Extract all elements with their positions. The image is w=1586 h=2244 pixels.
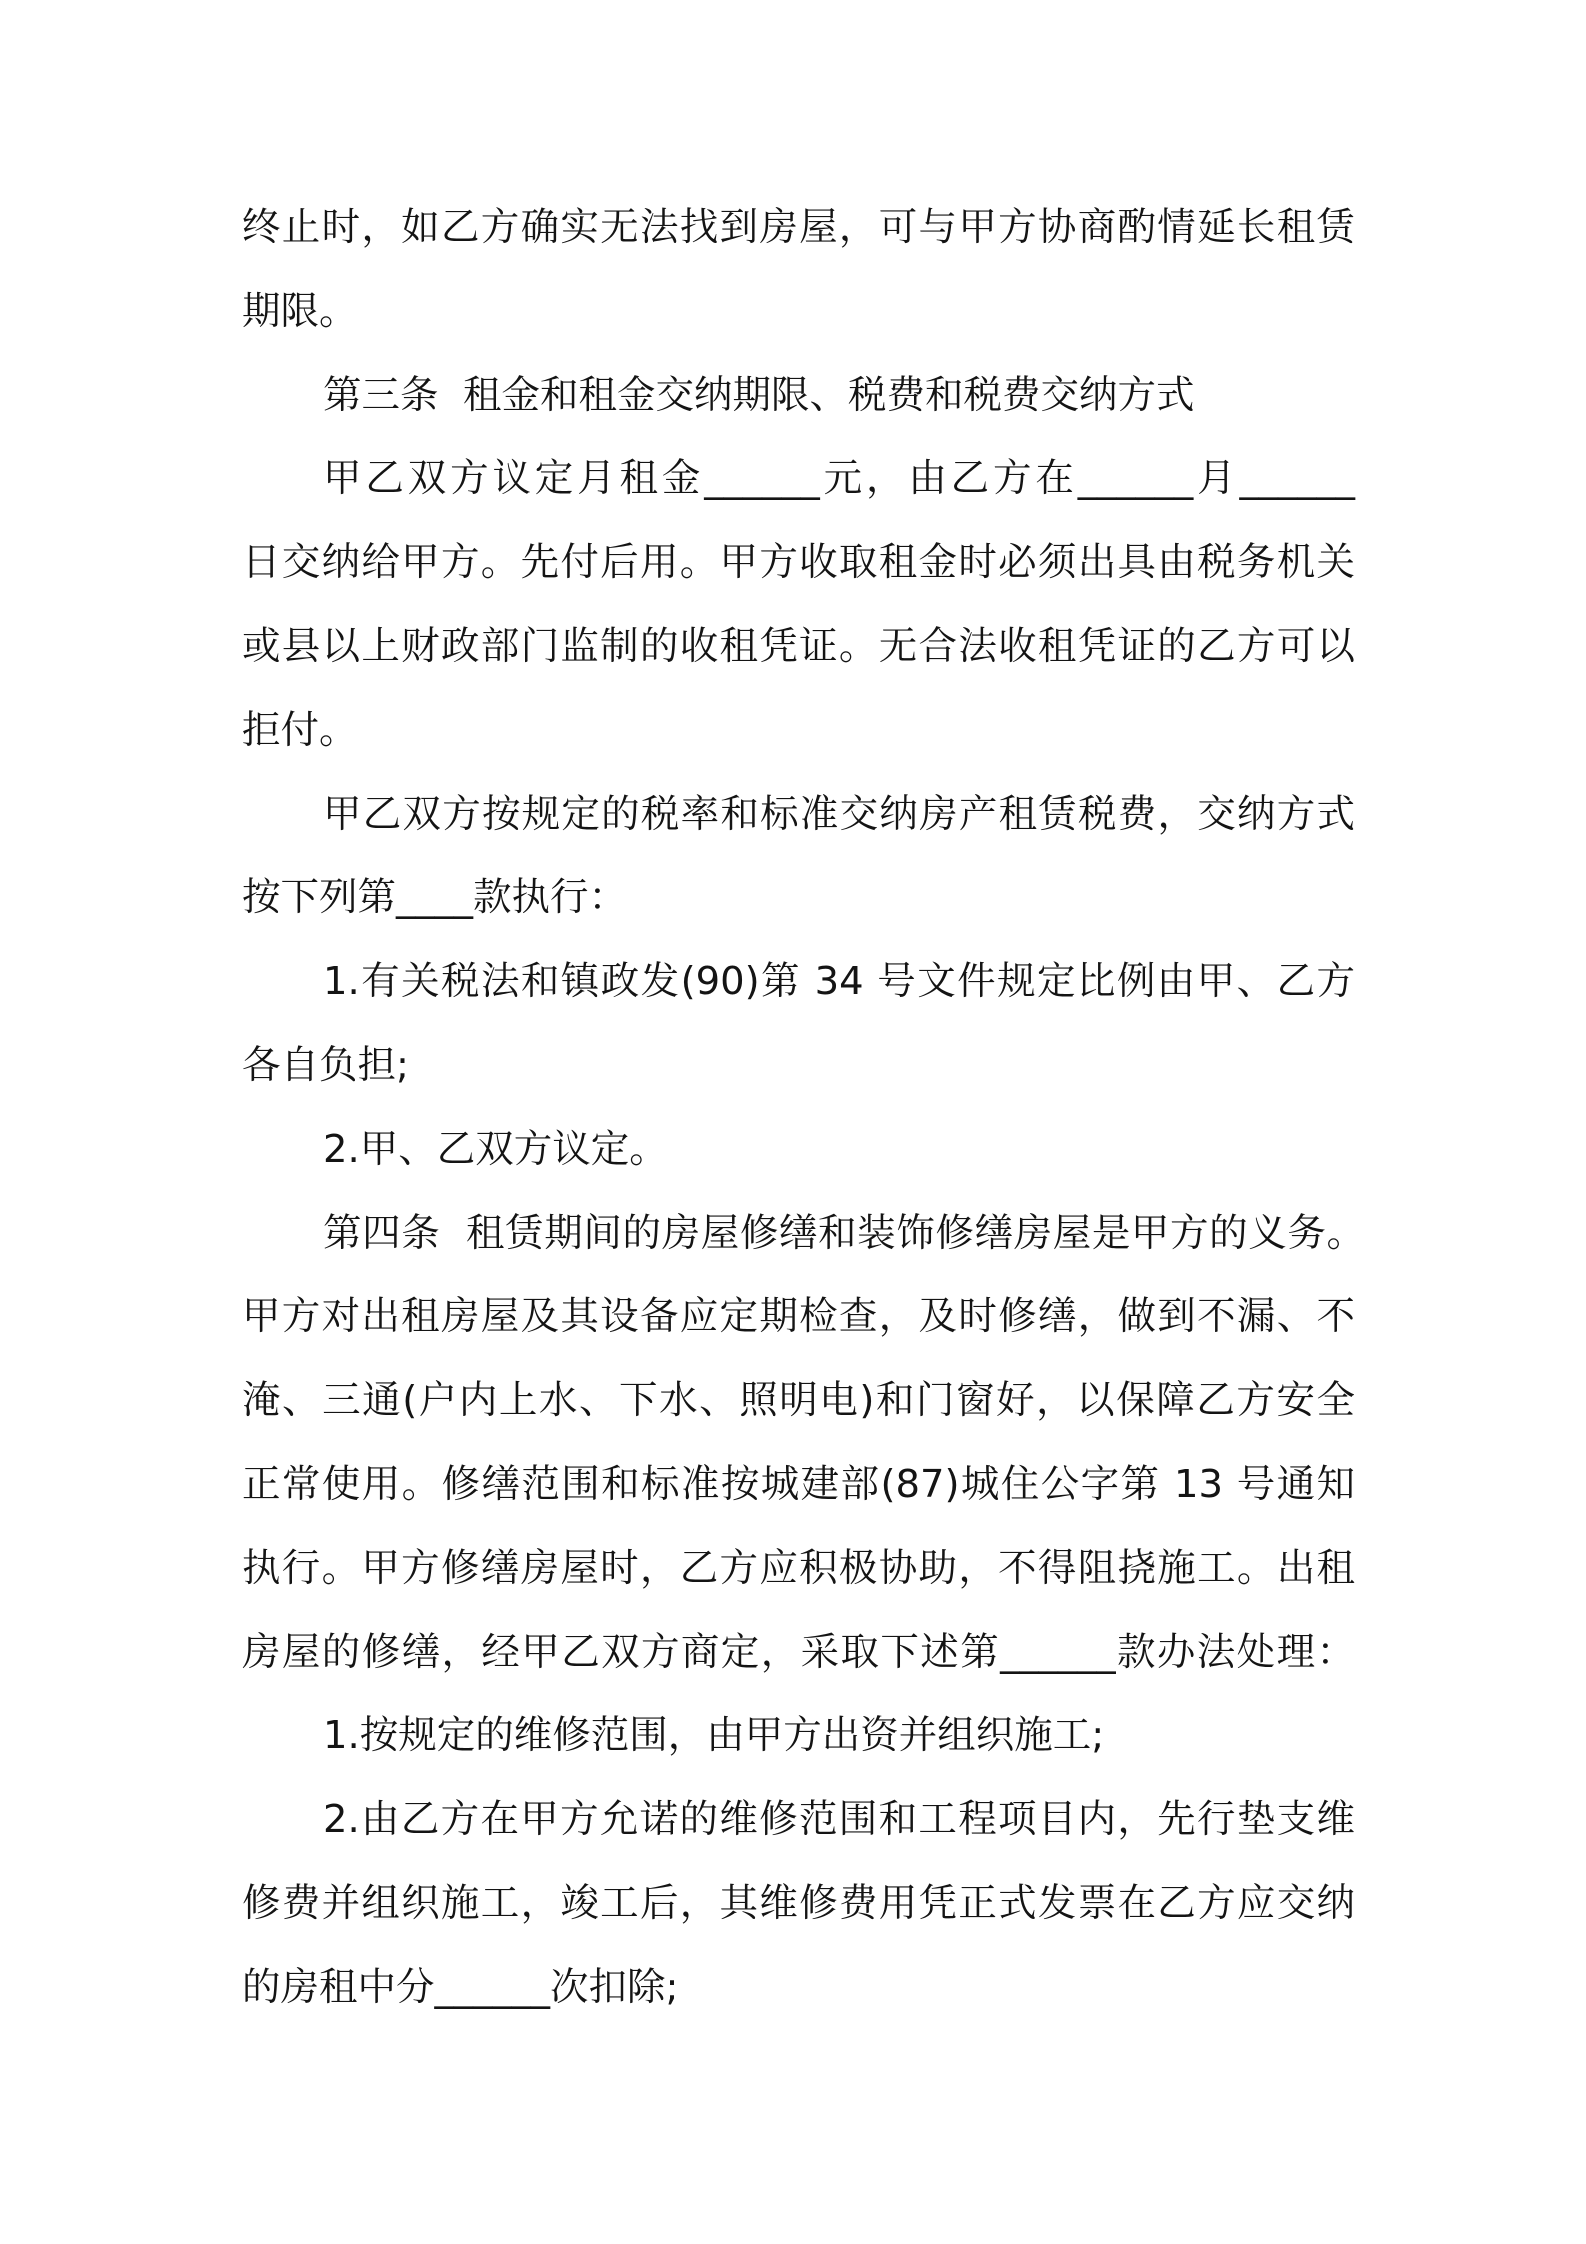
text-line: 修费并组织施工，竣工后，其维修费用凭正式发票在乙方应交纳 <box>242 1880 1355 1926</box>
paragraph-continuation <box>242 186 1355 354</box>
text-line: 第三条 租金和租金交纳期限、税费和税费交纳方式 <box>323 372 1195 418</box>
text-line: 执行。甲方修缮房屋时，乙方应积极协助，不得阻挠施工。出租 <box>242 1545 1355 1591</box>
text-line: 1.按规定的维修范围，由甲方出资并组织施工; <box>323 1713 1105 1759</box>
text-line: 正常使用。修缮范围和标准按城建部(87)城住公字第 13 号通知 <box>242 1461 1355 1507</box>
text-line: 各自负担; <box>242 1042 409 1088</box>
repair-option-1 <box>242 1694 1355 1778</box>
document-body <box>242 186 1365 2030</box>
repair-option-2 <box>242 1778 1355 2029</box>
paragraph-tax-method <box>242 773 1355 941</box>
text-line: 日交纳给甲方。先付后用。甲方收取租金时必须出具由税务机关 <box>242 540 1355 586</box>
text-line: 1.有关税法和镇政发(90)第 34 号文件规定比例由甲、乙方 <box>323 959 1355 1005</box>
text-line: 2.甲、乙双方议定。 <box>323 1126 668 1172</box>
tax-option-1 <box>242 940 1355 1108</box>
text-line: 期限。 <box>242 288 358 334</box>
text-line: 甲乙双方议定月租金______元，由乙方在______月______ <box>323 456 1355 502</box>
text-line: 甲乙双方按规定的税率和标准交纳房产租赁税费，交纳方式 <box>323 791 1355 837</box>
text-line: 或县以上财政部门监制的收租凭证。无合法收租凭证的乙方可以 <box>242 623 1355 669</box>
article-3-heading <box>242 354 1355 438</box>
text-line: 淹、三通(户内上水、下水、照明电)和门窗好，以保障乙方安全 <box>242 1378 1355 1424</box>
text-line: 甲方对出租房屋及其设备应定期检查，及时修缮，做到不漏、不 <box>242 1294 1355 1340</box>
text-line: 的房租中分______次扣除; <box>242 1964 679 2010</box>
text-line: 房屋的修缮，经甲乙双方商定，采取下述第______款办法处理： <box>242 1629 1355 1675</box>
article-4-paragraph <box>242 1192 1365 1695</box>
tax-option-2 <box>242 1108 1355 1192</box>
text-line: 拒付。 <box>242 707 358 753</box>
text-line: 第四条 租赁期间的房屋修缮和装饰修缮房屋是甲方的义务。 <box>323 1210 1365 1256</box>
paragraph-rent-amount <box>242 437 1355 772</box>
text-line: 按下列第____款执行： <box>242 875 628 921</box>
text-line: 终止时，如乙方确实无法找到房屋，可与甲方协商酌情延长租赁 <box>242 205 1355 250</box>
text-line: 2.由乙方在甲方允诺的维修范围和工程项目内，先行垫支维 <box>323 1797 1355 1843</box>
